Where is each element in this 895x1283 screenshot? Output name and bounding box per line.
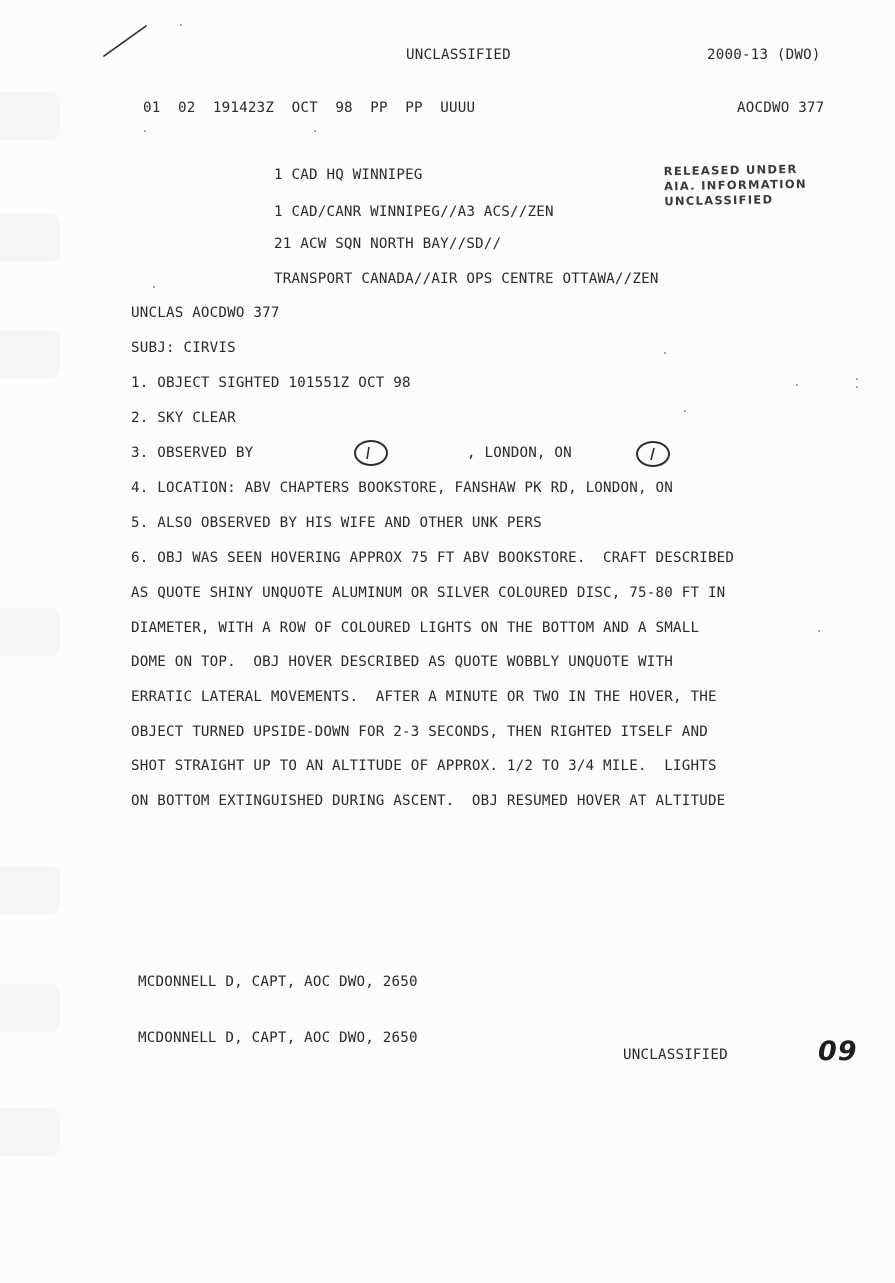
page-number: 09 <box>818 1036 858 1067</box>
margin-scan-mark <box>0 866 60 914</box>
footer-classification: UNCLASSIFIED <box>623 1047 728 1063</box>
scan-speck <box>856 378 858 380</box>
item-6-line: DIAMETER, WITH A ROW OF COLOURED LIGHTS ON THE BOTTOM AND A SMALL <box>131 620 700 636</box>
margin-scan-mark <box>0 608 60 656</box>
scan-speck <box>796 384 798 386</box>
item-6-line: AS QUOTE SHINY UNQUOTE ALUMINUM OR SILVER COLOURED DISC, 75-80 FT IN <box>131 585 726 601</box>
item-2: 2. SKY CLEAR <box>131 410 236 426</box>
release-stamp-line: UNCLASSIFIED <box>664 192 774 209</box>
item-6-line: 6. OBJ WAS SEEN HOVERING APPROX 75 FT ABV BOOKSTORE. CRAFT DESCRIBED <box>131 550 735 566</box>
pen-stroke-mark <box>100 20 160 60</box>
item-6-line: SHOT STRAIGHT UP TO AN ALTITUDE OF APPROX. 1/2 TO 3/4 MILE. LIGHTS <box>131 758 717 774</box>
scan-speck <box>180 24 182 26</box>
scan-speck <box>664 352 666 354</box>
item-1: 1. OBJECT SIGHTED 101551Z OCT 98 <box>131 375 411 391</box>
scan-speck <box>856 386 858 388</box>
header-classification: UNCLASSIFIED <box>406 47 511 63</box>
item-4: 4. LOCATION: ABV CHAPTERS BOOKSTORE, FANSHAW PK RD, LONDON, ON <box>131 480 673 496</box>
item-3-label: 3. OBSERVED BY <box>131 445 254 461</box>
routing-line: 01 02 191423Z OCT 98 PP PP UUUU <box>143 100 476 116</box>
scan-speck <box>684 410 686 412</box>
release-stamp-line: RELEASED UNDER <box>663 161 798 179</box>
subject-line: SUBJ: CIRVIS <box>131 340 236 356</box>
addressee-line: TRANSPORT CANADA//AIR OPS CENTRE OTTAWA//ZEN <box>274 271 659 287</box>
signature-line: MCDONNELL D, CAPT, AOC DWO, 2650 <box>138 1030 418 1046</box>
redaction-circle-icon <box>354 440 388 466</box>
release-stamp <box>664 162 808 209</box>
addressee-line: 21 ACW SQN NORTH BAY//SD// <box>274 236 502 252</box>
scan-speck <box>153 286 155 288</box>
scan-speck <box>314 130 316 132</box>
item-6-line: ERRATIC LATERAL MOVEMENTS. AFTER A MINUTE OR TWO IN THE HOVER, THE <box>131 689 717 705</box>
addressee-line: 1 CAD HQ WINNIPEG <box>274 167 423 183</box>
document-reference: 2000-13 (DWO) <box>707 47 821 63</box>
margin-scan-mark <box>0 92 60 140</box>
item-5: 5. ALSO OBSERVED BY HIS WIFE AND OTHER UNK PERS <box>131 515 542 531</box>
release-stamp-line: AIA. INFORMATION <box>663 176 807 194</box>
unclas-line: UNCLAS AOCDWO 377 <box>131 305 280 321</box>
margin-scan-mark <box>0 214 60 262</box>
redaction-circle-icon <box>636 441 670 467</box>
margin-scan-mark <box>0 1108 60 1156</box>
item-3-location: , LONDON, ON <box>467 445 572 461</box>
signature-line: MCDONNELL D, CAPT, AOC DWO, 2650 <box>138 974 418 990</box>
margin-scan-mark <box>0 984 60 1032</box>
addressee-line: 1 CAD/CANR WINNIPEG//A3 ACS//ZEN <box>274 204 554 220</box>
scan-speck <box>144 130 146 132</box>
item-6-line: ON BOTTOM EXTINGUISHED DURING ASCENT. OBJ RESUMED HOVER AT ALTITUDE <box>131 793 726 809</box>
originator-code: AOCDWO 377 <box>737 100 825 116</box>
scan-speck <box>818 630 820 632</box>
item-6-line: DOME ON TOP. OBJ HOVER DESCRIBED AS QUOTE WOBBLY UNQUOTE WITH <box>131 654 673 670</box>
item-6-line: OBJECT TURNED UPSIDE-DOWN FOR 2-3 SECONDS, THEN RIGHTED ITSELF AND <box>131 724 708 740</box>
margin-scan-mark <box>0 330 60 378</box>
